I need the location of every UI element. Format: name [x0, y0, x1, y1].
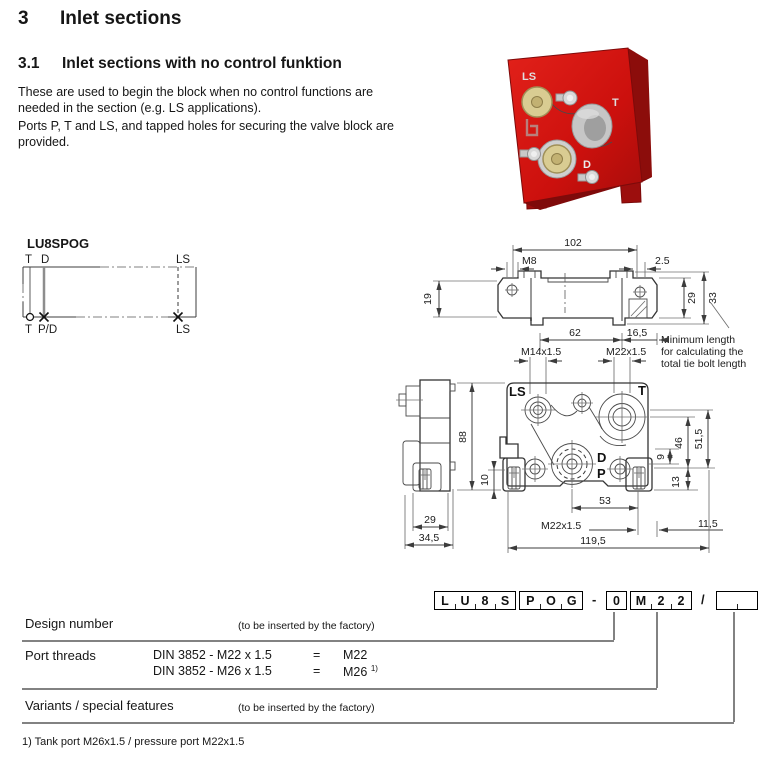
- schematic-label-t-bottom: T: [25, 324, 33, 336]
- note-line2: for calculating the: [661, 346, 744, 358]
- port-thread-row-din-1: DIN 3852 - M22 x 1.5: [153, 648, 272, 662]
- ordering-cell-empty: [737, 592, 757, 609]
- schematic-t-port-symbol: [27, 314, 34, 321]
- ordering-cell: S: [500, 593, 510, 608]
- dim-10: 10: [479, 474, 491, 486]
- intro-paragraph-1: These are used to begin the block when no control functions are needed in the section (e.g. LS applications).: [18, 85, 374, 115]
- note-line3: total tie bolt length: [661, 358, 747, 370]
- top-view: [422, 237, 729, 328]
- dim-2-5: 2.5: [655, 255, 670, 267]
- schematic-label-d-top: D: [41, 254, 50, 266]
- connector-design-number: [613, 612, 615, 640]
- dim-51-5: 51,5: [693, 428, 705, 450]
- dim-34-5: 34,5: [418, 532, 440, 544]
- right-small-port: [607, 456, 633, 482]
- dim-88: 88: [457, 431, 469, 443]
- t-bore-highlight: [577, 109, 599, 119]
- front-view: [457, 383, 723, 553]
- schematic-label-pd-bottom: P/D: [38, 324, 58, 336]
- dim-11-5: 11,5: [698, 518, 718, 530]
- dim-62: 62: [569, 327, 581, 339]
- port-thread-row-val-2: M26 $^{1)}$: [343, 664, 378, 680]
- port-thread-row-val-1: M22: [343, 648, 368, 662]
- note-line1: Minimum length: [661, 334, 736, 346]
- schematic-label-ls-top: LS: [176, 254, 191, 266]
- dim-13: 13: [670, 476, 682, 488]
- dim-53: 53: [599, 495, 611, 507]
- dim-102: 102: [564, 237, 582, 249]
- subsection-title: Inlet sections with no control funktion: [62, 55, 342, 72]
- ordering-separator-dash: -: [592, 592, 597, 607]
- hydraulic-schematic: [18, 252, 208, 336]
- ls-port: [521, 394, 555, 426]
- port-thread-row-eq-1: =: [313, 648, 321, 662]
- section-title: Inlet sections: [60, 8, 182, 29]
- dim-m22x1-5-bottom: M22x1.5: [541, 520, 582, 532]
- technical-drawing: [393, 233, 767, 563]
- variants-note: (to be inserted by the factory): [238, 702, 375, 714]
- schematic-title: LU8SPOG: [27, 236, 90, 251]
- dim-16-5: 16,5: [626, 327, 648, 339]
- dim-29-top: 29: [686, 292, 698, 304]
- port-thread-row-eq-2: =: [313, 664, 321, 678]
- bracket-emblem: [500, 437, 518, 458]
- ordering-cell: 2: [651, 592, 671, 609]
- rule-port-threads: [22, 688, 657, 690]
- ordering-box-type: [519, 591, 583, 610]
- dim-9: 9: [655, 454, 667, 460]
- ordering-cell: P: [520, 592, 541, 609]
- ordering-cell: M: [631, 592, 651, 609]
- schematic-label-t-top: T: [25, 254, 33, 266]
- p-plug-socket: [552, 154, 563, 165]
- rule-design-number: [22, 640, 614, 642]
- ordering-cell: 8: [475, 592, 495, 609]
- product-photo-inlet-section: [500, 42, 670, 212]
- ordering-cell: O: [541, 592, 562, 609]
- ordering-box-model: [434, 591, 516, 610]
- port-threads-label: Port threads: [25, 648, 96, 663]
- intro-paragraph-2: Ports P, T and LS, and tapped holes for securing the valve block are provided.: [18, 119, 394, 149]
- photo-label-t: T: [612, 97, 619, 109]
- photo-label-d: D: [583, 159, 591, 171]
- ordering-box-port-threads: [630, 591, 692, 610]
- connector-variants: [733, 612, 735, 722]
- side-view: [396, 380, 455, 549]
- front-label-t: T: [638, 383, 646, 398]
- dim-19: 19: [422, 293, 434, 305]
- footnote: 1) Tank port M26x1.5 / pressure port M22x1.5: [22, 736, 245, 748]
- subsection-number: 3.1: [18, 55, 40, 72]
- design-number-note: (to be inserted by the factory): [238, 620, 375, 632]
- dim-119-5: 119,5: [580, 535, 606, 547]
- ordering-cell-empty: [717, 592, 737, 609]
- photo-label-ls: LS: [522, 71, 537, 83]
- ordering-cell: U: [455, 592, 475, 609]
- stud-d-tip: [589, 174, 595, 180]
- ordering-separator-slash: /: [701, 592, 705, 607]
- ordering-cell: L: [435, 592, 455, 609]
- ordering-cell: 2: [677, 593, 685, 608]
- front-label-ls: LS: [509, 384, 526, 399]
- front-label-p: P: [597, 466, 606, 481]
- dim-m8: M8: [522, 255, 537, 267]
- rule-variants: [22, 722, 734, 724]
- dim-33: 33: [707, 292, 719, 304]
- ls-plug-socket: [532, 97, 543, 108]
- variants-label: Variants / special features: [25, 698, 174, 713]
- stud-left-tip: [531, 151, 537, 157]
- left-small-port: [522, 456, 548, 482]
- stud-top-tip: [567, 95, 573, 101]
- section-number: 3: [18, 8, 29, 29]
- tie-bolt-nut-hatched: [629, 299, 647, 318]
- center-tapped-hole: [571, 392, 593, 414]
- dim-m14x1-5: M14x1.5: [521, 346, 562, 358]
- ordering-cell: G: [566, 593, 577, 608]
- port-thread-row-din-2: DIN 3852 - M26 x 1.5: [153, 664, 272, 678]
- schematic-label-ls-bottom: LS: [176, 324, 191, 336]
- design-number-label: Design number: [25, 616, 114, 631]
- dim-29-side: 29: [424, 514, 436, 526]
- connector-port-threads: [656, 612, 658, 688]
- ordering-box-variants: [716, 591, 758, 610]
- dim-46: 46: [673, 437, 685, 449]
- ordering-cell: 0: [613, 593, 620, 608]
- t-port: [595, 391, 649, 443]
- tie-bolt-note: [661, 334, 746, 370]
- ordering-box-design-number: [606, 591, 627, 610]
- footnote-marker: 1): [370, 664, 378, 673]
- dim-m22x1-5-top: M22x1.5: [606, 346, 647, 358]
- front-label-d: D: [597, 450, 607, 465]
